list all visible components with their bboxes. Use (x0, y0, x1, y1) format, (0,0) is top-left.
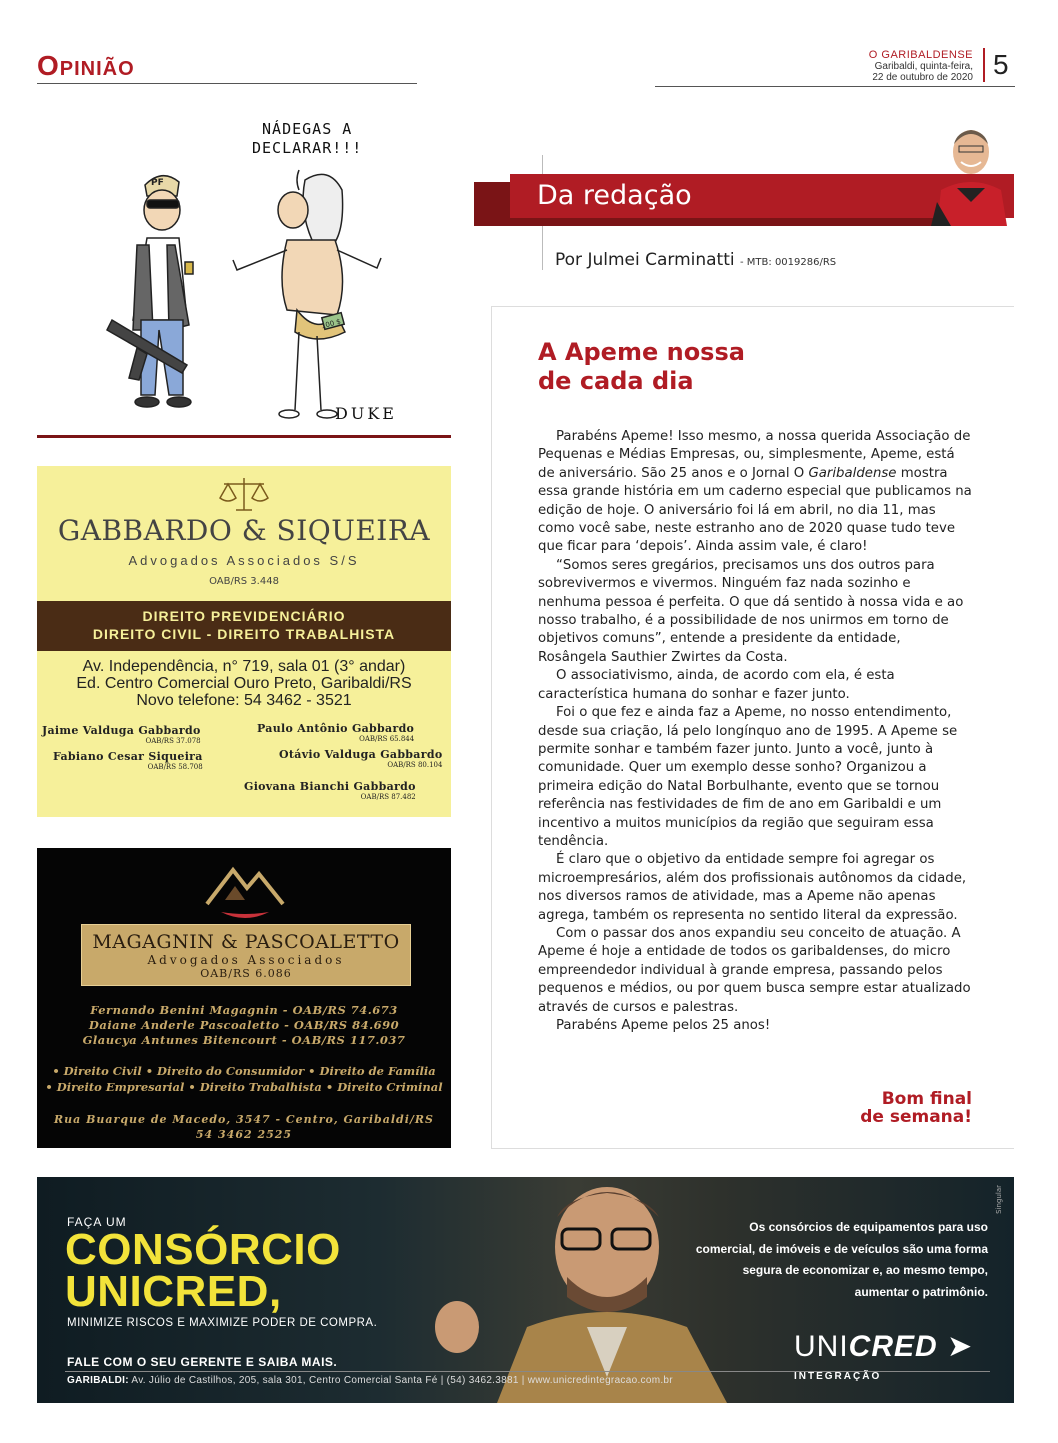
article-paragraph: “Somos seres gregários, precisamos uns dos outros para sobrevivermos e vivermos. Ninguém faz nada sozinho e nenhuma pessoa é perfeita. O que dá sentido à nossa vida e ao nosso trabalho, é a possibilidade de nos unirmos em torno de objetivos comuns”, entende a presidente da entidade, Rosângela Sauthier Zwirtes da Costa. (538, 557, 964, 665)
cartoon-illustration (37, 110, 451, 432)
mountains-logo-icon (203, 856, 287, 920)
footer-city: GARIBALDI: (67, 1375, 129, 1386)
firm-oab: OAB/RS 3.448 (209, 576, 279, 587)
lawyer-oab: OAB/RS 58.708 (147, 763, 203, 771)
lawyer-name: Otávio Valduga Gabbardo (279, 748, 443, 761)
headline-line-1: A Apeme nossa (538, 338, 745, 366)
author-portrait-icon (927, 118, 1015, 226)
author-name: Por Julmei Carminatti (555, 250, 735, 270)
ad-unicred (37, 1177, 1014, 1403)
money-text: 100 $ (320, 317, 342, 331)
paper-name: O GARIBALDENSE (868, 49, 973, 61)
article-paragraph: Com o passar dos anos expandiu seu conceito de atuação. A Apeme é hoje a entidade de todos os garibaldenses, do micro empreendedor individual à grande empresa, passando pelos pequenos e médios, ou por quem busca sempre estar atualizado através de cursos e palestras. (538, 925, 971, 1015)
lawyer-entry (257, 722, 414, 743)
article-paragraph: É claro que o objetivo da entidade sempre foi agregar os microempresários, além dos profissionais autônomos da cidade, nos diversos ramos de atividade, mas a Apeme não apenas agrega, também os representa no sentido literal da expressão. (538, 852, 967, 923)
firm-subtitle: Advogados Associados S/S (128, 553, 360, 568)
ad-pitch: Os consórcios de equipamentos para uso comercial, de imóveis e de veículos são uma forma segura de economizar e, ao mesmo tempo, aumentar o patrimônio. (695, 1220, 988, 1299)
areas-line-2: • Direito Empresarial • Direito Trabalhista • Direito Criminal (45, 1080, 443, 1094)
editorial-cartoon (37, 110, 451, 432)
practice-areas (37, 1063, 451, 1095)
lawyer-list (37, 1003, 451, 1048)
article-body (538, 428, 972, 1035)
ad-footer (67, 1375, 673, 1386)
lawyer-line: Glaucya Antunes Bitencourt - OAB/RS 117.037 (82, 1033, 406, 1047)
lawyer-entry (279, 748, 442, 769)
masthead (869, 50, 973, 83)
article-frame-top (491, 306, 1014, 307)
signoff-line-2: de semana! (860, 1107, 972, 1127)
ad-call-to-action: FALE COM O SEU GERENTE E SAIBA MAIS. (67, 1355, 338, 1369)
unicred-logo-subtitle: INTEGRAÇÃO (794, 1371, 882, 1382)
cartoonist-signature: DUKE (335, 404, 397, 423)
headline-line-1: CONSÓRCIO (65, 1225, 341, 1274)
scales-of-justice-icon (218, 474, 270, 514)
signoff-line-1: Bom final (881, 1089, 972, 1109)
ad-preheading: FAÇA UM (67, 1215, 127, 1229)
lawyer-name: Giovana Bianchi Gabbardo (244, 780, 416, 793)
agency-credit: Singular (995, 1185, 1003, 1214)
lawyer-name: Jaime Valduga Gabbardo (42, 724, 201, 737)
police-officer-figure (107, 176, 193, 407)
article-paragraph: Parabéns Apeme! Isso mesmo, a nossa querida Associação de Pequenas e Médias Empresas, ou, simplesmente, Apeme, está de aniversário. São 25 anos e o Jornal O Garibaldense mostra essa grande história em um caderno especial que publicamos na edição de hoje. O aniversário foi lá em abril, no dia 11, mas como você sabe, neste estranho ano de 2020 quase tudo teve que ficar para ‘depois’. Ainda assim vale, é claro! (538, 429, 972, 555)
naked-man-figure (233, 174, 381, 418)
cap-text: PF (151, 178, 164, 188)
header-divider (37, 83, 417, 84)
column-title: Da redação (510, 174, 1014, 218)
headline-line-2: de cada dia (538, 367, 694, 395)
firm-nameplate (81, 924, 411, 986)
lawyer-oab: OAB/RS 80.104 (387, 761, 443, 769)
article-paragraph: Foi o que fez e ainda faz a Apeme, no nosso entendimento, desde sua criação, lá pelo longínquo ano de 1995. A Apeme se permite sonhar e também fazer junto. Junto a você, junto à comunidade. Quer um exemplo desse sonho? Organizou a primeira edição do Natal Borbulhante, evento que se tornou referência nas festividades de fim de ano em Garibaldi e um incentivo a muitos municípios da região que seguiram essa tendência. (538, 705, 958, 849)
ad-magagnin-pascoaletto (37, 848, 451, 1148)
cartoon-divider (37, 435, 451, 438)
ad-tagline: MINIMIZE RISCOS E MAXIMIZE PODER DE COMPRA. (67, 1317, 378, 1329)
author-mtb: - MTB: 0019286/RS (740, 257, 837, 268)
lawyer-oab: OAB/RS 65.844 (359, 735, 415, 743)
newspaper-name-italic: Garibaldense (808, 465, 897, 481)
address-line-2: Ed. Centro Comercial Ouro Preto, Garibaldi/RS (76, 675, 412, 692)
firm-address (37, 658, 451, 709)
lawyer-oab: OAB/RS 37.078 (145, 737, 201, 745)
unicred-logo: UNICRED ➤ (794, 1330, 974, 1363)
page-number: 5 (983, 48, 1009, 82)
header-divider-right (655, 86, 1015, 87)
headline-line-2: UNICRED, (65, 1267, 282, 1316)
article-frame-bottom (491, 1148, 1014, 1149)
firm-contact (37, 1112, 451, 1142)
lawyer-entry (53, 750, 203, 771)
balloon-line-1: NÁDEGAS A (262, 120, 353, 138)
lawyer-entry (244, 780, 416, 801)
ad-gabbardo-siqueira (37, 466, 451, 817)
lawyer-oab: OAB/RS 87.482 (360, 793, 416, 801)
firm-phone: 54 3462 2525 (195, 1128, 293, 1141)
article-paragraph: O associativismo, ainda, de acordo com ela, é esta característica humana do sonhar e fazer junto. (538, 668, 895, 702)
speech-balloon (252, 120, 362, 158)
article-frame-left (491, 306, 492, 1149)
address-line-1: Av. Independência, n° 719, sala 01 (3° andar) (82, 658, 406, 675)
areas-line-1: • Direito Civil • Direito do Consumidor • Direito de Família (52, 1064, 436, 1078)
city-weekday: Garibaldi, quinta-feira, (874, 61, 973, 72)
firm-name: MAGAGNIN & PASCOALETTO (92, 931, 400, 953)
practice-line-2: DIREITO CIVIL - DIREITO TRABALHISTA (92, 626, 396, 642)
lawyer-line: Daiane Anderle Pascoaletto - OAB/RS 84.690 (88, 1018, 400, 1032)
firm-subtitle: Advogados Associados (147, 953, 345, 967)
author-photo (927, 118, 1015, 226)
ad-headline (65, 1225, 341, 1316)
firm-phone: Novo telefone: 54 3462 - 3521 (136, 692, 352, 709)
unicred-arrow-icon: ➤ (947, 1330, 974, 1363)
firm-name: GABBARDO & SIQUEIRA (57, 514, 431, 547)
lawyer-line: Fernando Benini Magagnin - OAB/RS 74.673 (90, 1003, 398, 1017)
practice-areas-band (37, 601, 451, 651)
balloon-line-2: DECLARAR!!! (252, 139, 363, 157)
firm-oab: OAB/RS 6.086 (200, 967, 292, 980)
column-byline (555, 250, 836, 270)
practice-line-1: DIREITO PREVIDENCIÁRIO (142, 608, 346, 624)
lawyer-name: Fabiano Cesar Siqueira (53, 750, 203, 763)
article-headline (538, 338, 978, 396)
firm-address: Rua Buarque de Macedo, 3547 - Centro, Garibaldi/RS (54, 1113, 434, 1126)
lawyer-entry (42, 724, 201, 745)
issue-date: 22 de outubro de 2020 (872, 72, 973, 83)
footer-contact: Av. Júlio de Castilhos, 205, sala 301, Centro Comercial Santa Fé | (54) 3462.3881 | www.unicredintegracao.com.br (131, 1375, 673, 1386)
lawyer-name: Paulo Antônio Gabbardo (257, 722, 415, 735)
section-title: Opinião (37, 50, 135, 81)
article-signoff (800, 1090, 972, 1126)
article-paragraph: Parabéns Apeme pelos 25 anos! (556, 1018, 771, 1033)
